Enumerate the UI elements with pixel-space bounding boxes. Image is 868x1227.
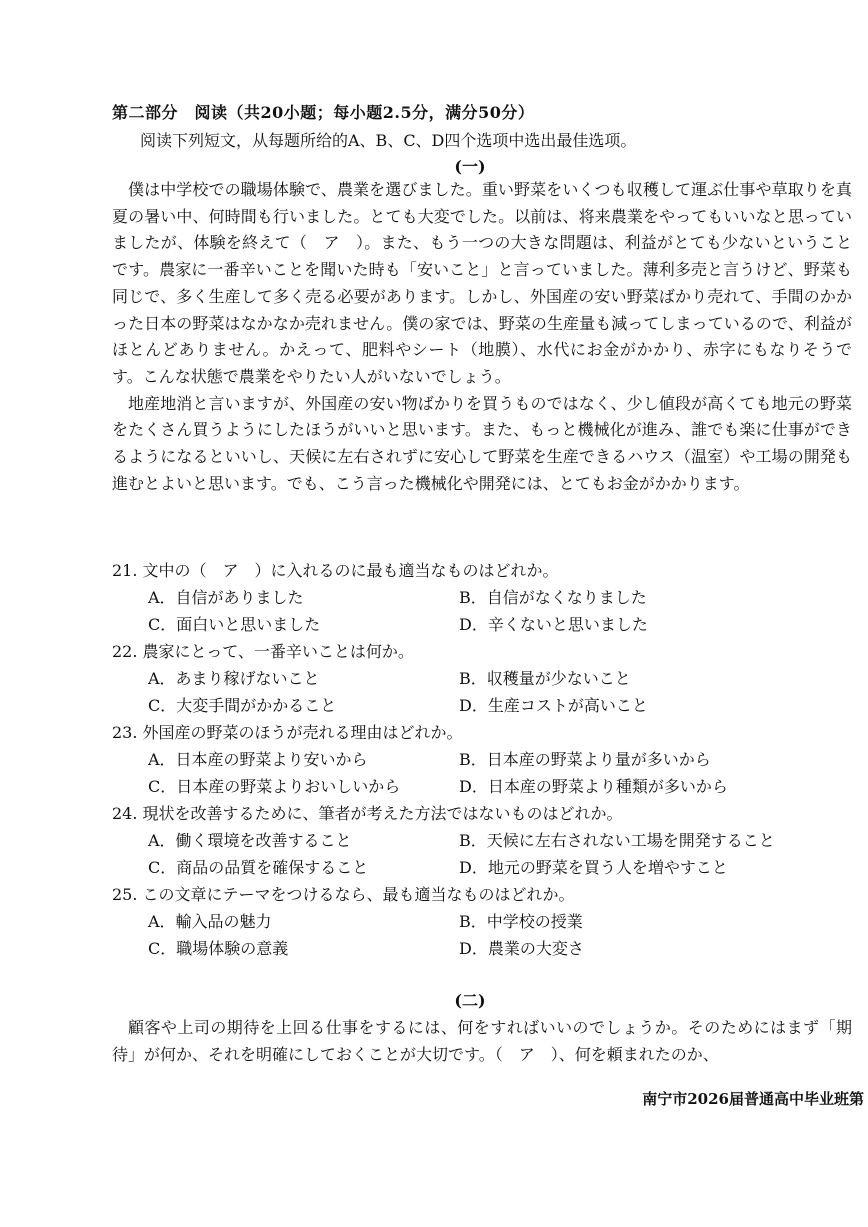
page-footer: 南宁市2026届普通高中毕业班第 — [642, 1090, 864, 1108]
section-instruction: 阅读下列短文，从每题所给的A、B、C、D四个选项中选出最佳选项。 — [140, 131, 637, 150]
option-c: C．職場体験の意義 — [148, 939, 289, 958]
question-list — [112, 557, 852, 962]
section-title: 第二部分 阅读（共20小题；每小题2.5分，满分50分） — [112, 103, 535, 122]
option-c: C．商品の品質を確保すること — [148, 858, 369, 877]
option-d: D．日本産の野菜より種類が多いから — [459, 777, 728, 796]
question-stem: 24. 現状を改善するために、筆者が考えた方法ではないものはどれか。 — [112, 804, 623, 823]
question-22 — [112, 638, 852, 719]
option-a: A．働く環境を改善すること — [148, 831, 352, 850]
question-stem: 23. 外国産の野菜のほうが売れる理由はどれか。 — [112, 723, 463, 742]
option-c: C．日本産の野菜よりおいしいから — [148, 777, 401, 796]
passage-2-label: (二) — [454, 991, 486, 1010]
passage-1-paragraph-2: 地産地消と言いますが、外国産の安い物ばかりを買うものではなく、少し値段が高くても地元の野菜をたくさん買うようにしたほうがいいと思います。また、もっと機械化が進み、誰でも楽に仕事ができるようになるといいし、天候に左右されずに安心して野菜を生産できるハウス（温室）や工場の開発も進むとよいと思います。でも、こう言った機械化や開発には、とてもお金がかかります。 — [112, 393, 852, 493]
option-d: D．地元の野菜を買う人を増やすこと — [459, 858, 728, 877]
option-b: B．日本産の野菜より量が多いから — [459, 750, 711, 769]
option-b: B．自信がなくなりました — [459, 588, 647, 607]
question-24 — [112, 800, 852, 881]
question-stem: 21. 文中の（ ア ）に入れるのに最も適当なものはどれか。 — [112, 561, 559, 580]
option-a: A．あまり稼げないこと — [148, 669, 320, 688]
option-d: D．生産コストが高いこと — [459, 696, 648, 715]
question-stem: 25. この文章にテーマをつけるなら、最も適当なものはどれか。 — [112, 885, 575, 904]
option-a: A．自信がありました — [148, 588, 304, 607]
option-a: A．日本産の野菜より安いから — [148, 750, 368, 769]
question-21 — [112, 557, 852, 638]
option-c: C．面白いと思いました — [148, 615, 321, 634]
passage-1 — [112, 177, 852, 497]
passage-2 — [112, 1015, 852, 1068]
question-stem: 22. 農家にとって、一番辛いことは何か。 — [112, 642, 414, 661]
passage-1-paragraph-1: 僕は中学校での職場体験で、農業を選びました。重い野菜をいくつも収穫して運ぶ仕事や草取りを真夏の暑い中、何時間も行いました。とても大変でした。以前は、将来農業をやってもいいなと思っていましたが、体験を終えて（ ア ）。また、もう一つの大きな問題は、利益がとても少ないということです。農家に一番辛いことを聞いた時も「安いこと」と言っていました。薄利多売と言うけど、野菜も同じで、多く生産して多く売る必要があります。しかし、外国産の安い野菜ばかり売れて、手間のかかった日本の野菜はなかなか売れません。僕の家では、野菜の生産量も減ってしまっているので、利益がほとんどありません。かえって、肥料やシート（地膜）、水代にお金がかかり、赤字にもなりそうです。こんな状態で農業をやりたい人がいないでしょう。 — [112, 180, 852, 386]
option-d: D．農業の大変さ — [459, 939, 584, 958]
passage-1-label: (一) — [454, 157, 486, 176]
option-b: B．天候に左右されない工場を開発すること — [459, 831, 775, 850]
passage-2-paragraph-1: 顧客や上司の期待を上回る仕事をするには、何をすればいいのでしょうか。そのためにはまず「期待」が何か、それを明確にしておくことが大切です。（ ア ）、何を頼まれたのか、 — [112, 1018, 852, 1064]
option-b: B．中学校の授業 — [459, 912, 583, 931]
option-a: A．輸入品の魅力 — [148, 912, 272, 931]
question-23 — [112, 719, 852, 800]
question-25 — [112, 881, 852, 962]
option-c: C．大変手間がかかること — [148, 696, 337, 715]
option-b: B．収穫量が少ないこと — [459, 669, 631, 688]
option-d: D．辛くないと思いました — [459, 615, 648, 634]
